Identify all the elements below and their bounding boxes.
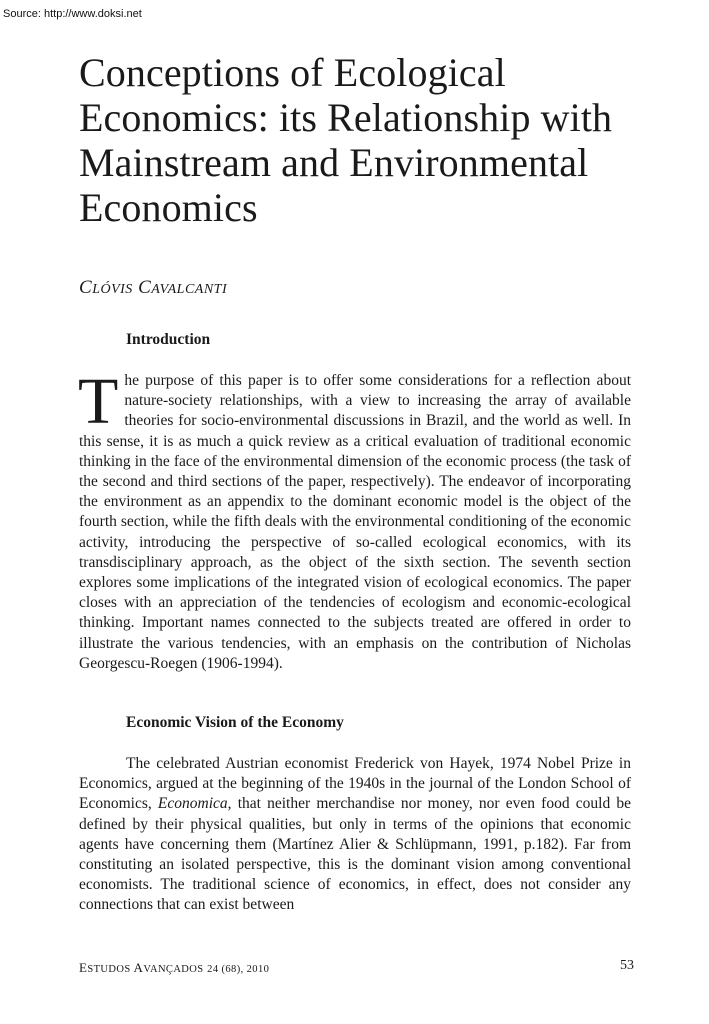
economic-vision-paragraph	[79, 754, 631, 916]
introduction-heading: Introduction	[126, 331, 211, 348]
source-url: Source: http://www.doksi.net	[3, 8, 142, 20]
author-last-initial: C	[138, 277, 152, 298]
journal-e: E	[79, 960, 88, 975]
introduction-text: he purpose of this paper is to offer some considerations for a reflection about nature-society relationships, with a view to increasing the array of available theories for socio-environmental discussions in Brazil, and the world as well. In this sense, it is as much a quick review as a critical evaluation of traditional economic thinking in the face of the environmental dimension of the economic process (the task of the second and third sections of the paper, respectively). The endeavor of incorporating the environment as an appendix to the dominant economic model is the object of the fourth section, while the fifth deals with the environmental conditioning of the economic activity, introducing the perspective of so-called ecological economics, with its transdisciplinary approach, as the object of the sixth section. The seventh section explores some implications of the integrated vision of ecological economics. The paper closes with an appreciation of the tendencies of ecologism and economic-ecological thinking. Important names connected to the subjects treated are offered in order to illustrate the various tendencies, with an emphasis on the contribution of Nicholas Georgescu-Roegen (1906-1994).	[79, 372, 631, 672]
journal-title-italic: Economica	[157, 795, 228, 813]
author-first-initial: C	[79, 277, 93, 298]
introduction-paragraph	[78, 365, 631, 674]
journal-issue: 24 (68), 2010	[207, 964, 270, 975]
journal-studos: STUDOS	[87, 964, 131, 975]
economic-vision-text-part2: , that neither merchandise nor money, nor even food could be defined by their physical qualities, but only in terms of the opinions that economic agents have concerning them (Martínez Alier & Schlüpmann, 1991, p.182). Far from constituting an isolated perspective, this is the dominant vision among conventional economists. The traditional science of economics, in effect, does not consider any connections that can exist between	[79, 795, 631, 914]
author-name	[79, 277, 227, 299]
article-title: Conceptions of Ecological Economics: its Relationship with Mainstream and Environmental Economics	[79, 50, 613, 230]
economic-vision-text-part1: The celebrated Austrian economist Frederick von Hayek, 1974 Nobel Prize in Economics, argued at the beginning of the 1940s in the journal of the London School of Economics,	[79, 755, 631, 813]
journal-vancados: VANÇADOS	[143, 964, 204, 975]
author-last-rest: AVALCANTI	[151, 282, 228, 297]
drop-cap: T	[78, 365, 119, 438]
author-first-rest: LÓVIS	[92, 282, 133, 297]
journal-a: A	[133, 960, 144, 975]
journal-citation	[79, 960, 269, 976]
economic-vision-heading: Economic Vision of the Economy	[126, 714, 344, 731]
page-number: 53	[620, 958, 634, 973]
